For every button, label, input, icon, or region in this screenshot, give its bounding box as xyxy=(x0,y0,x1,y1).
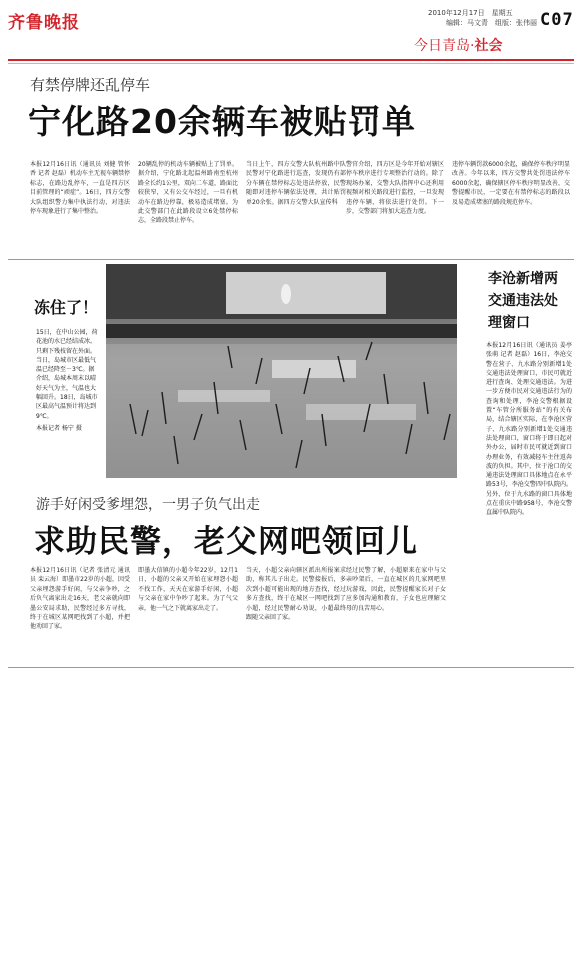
story1-column-1: 本报12月16日讯（通讯员 刘健 管怀香 记者 赵磊）机动车主无视车辆禁停标志，在路边乱停车，一直是四方区目前管理的“顽症”。16日，四方交警大队组织警力集中执法行动，对违法停车现象进行了集中整治。 xyxy=(30,161,130,216)
dateline: 2010年12月17日 星期五 xyxy=(428,9,513,17)
story1-column-2: 20辆乱停的机动车辆被贴上了罚单。据介绍，宁化路北起温州路南至杭州路全长约1公里，双向二车道，路面比较狭窄，又有公交车经过，一旦有机动车在路边停靠，极易造成堵塞。为此交警部门在此路段设立6处禁停标志，全路段禁止停车。 xyxy=(138,161,238,225)
story2-column-1: 本报12月16日讯（记者 张清元 通讯员 栾云海）即墨市22岁的小超，因受父亲埋怨游手好闲，与父亲争吵，之后负气离家出走16天，老父亲就向即墨公安局求助，民警经过多方寻找，终于在城区某网吧找到了小超，并把他劝回了家。 xyxy=(30,567,130,631)
section-name: 社会 xyxy=(474,38,503,54)
story2-kicker: 游手好闲受爹埋怨，一男子负气出走 xyxy=(36,497,260,513)
sidebar-body: 本报12月16日讯（通讯员 姜亭 张萌 记者 赵磊）16日，李沧交警在营子、九水路分别新增1处交通违法处理窗口，市民可就近进行查询、处理交通违法。为进一步方便市民对交通违法行为的查询和处理，李沧交警根据设置“车管分所服务站”的有关布局，结合辖区实际，在李沧区营子、九水路分别新增1处交通违法处理窗口，窗口将于即日起对外办公，届时市民可就近到窗口办理业务，有效减轻车主往返奔波的负担。其中，位于沧口的交通违法处理窗口具体地点在永平路53号，李沧交警四中队院内。另外，位于九水路的窗口具体地点在重庆中路958号，李沧交警直属中队院内。 xyxy=(486,342,572,517)
header-rule xyxy=(8,59,574,61)
story1-column-4: 警官介绍，四方区是今年开始对辖区停车秩序进行专项整治行动的。除了现场办案，交警大队指挥中心还利用视频对相关路段进行监控，一旦发现违停车辆，将依法进行处罚。下一步，交警部门将加大巡查力度。 xyxy=(346,161,444,216)
story2-column-2: 即墨大信镇的小超今年22岁，12月1日，小超的父亲又开始在家埋怨小超不找工作，天天在家游手好闲，小超与父亲在家中争吵了起来。为了气父亲，他一气之下就离家出走了。 xyxy=(138,567,238,612)
photo-caption-text: 15日，在中山公园，荷花池的水已经结成冰。只剩下残枝留在外面。当日，岛城市区最低气温已经降至－3℃。据介绍，岛城本周末以晴好天气为主，气温也大幅回升。18日，岛城市区最高气温预计将达到9℃。 xyxy=(36,329,98,420)
photo-caption-title: 冻住了！ xyxy=(34,298,99,317)
header-thin-rule xyxy=(8,63,574,64)
frozen-pond-image xyxy=(106,264,457,478)
newspaper-logo: 齐鲁晚报 xyxy=(8,13,80,33)
bottom-rule xyxy=(8,667,574,668)
frozen-pond-photo xyxy=(106,264,457,478)
section-prefix: 今日青岛· xyxy=(414,38,475,54)
section-title xyxy=(414,35,502,55)
story1-kicker: 有禁停牌还乱停车 xyxy=(30,76,151,94)
sidebar-headline: 李沧新增两交通违法处理窗口 xyxy=(488,271,558,331)
page-number: C07 xyxy=(540,10,574,30)
story2-headline: 求助民警，老父网吧领回儿 xyxy=(34,524,418,560)
photo-caption-author: 本报记者 杨宁 摄 xyxy=(36,425,82,432)
story1-column-3: 当日上午，四方交警大队杭州路中队民警对宁化路进行巡查，发现仍有部分车辆在禁停标志处违法停放，民警随即对违停车辆依法处理，共计贴罚单20余张。据四方交警大队宣传科 xyxy=(246,161,346,206)
story1-column-5: 违停车辆罚款6000余起，确保停车秩序明显改善。今年以来，四方交警共处罚违法停车6000余起，确保辖区停车秩序明显改善，交警提醒市民，一定要在有禁停标志的路段以及易造成堵塞的路段规范停车。 xyxy=(452,161,570,206)
masthead xyxy=(0,0,580,60)
section-divider xyxy=(8,259,574,260)
story2-column-4: 经过民警了解，小超原来在家中与父亲吵架后，一直在城区的几家网吧里玩游戏，因此，民警提醒家长对子女应多加沟通和教育，子女也应理解父母的良苦用心。 xyxy=(346,567,446,612)
editors-line: 编辑：马文青 组版：张伟丽 xyxy=(446,19,537,27)
story1-headline: 宁化路20余辆车被贴罚单 xyxy=(28,102,416,141)
story2-column-3: 当天，小超父亲向辖区派出所报案求助，称其儿子出走。民警接报后，多次到小超可能出现的地方查找，经过多方查找，终于在城区一网吧找到了小超，经过民警耐心劝说，小超最终跟随父亲回了家。 xyxy=(246,567,346,622)
